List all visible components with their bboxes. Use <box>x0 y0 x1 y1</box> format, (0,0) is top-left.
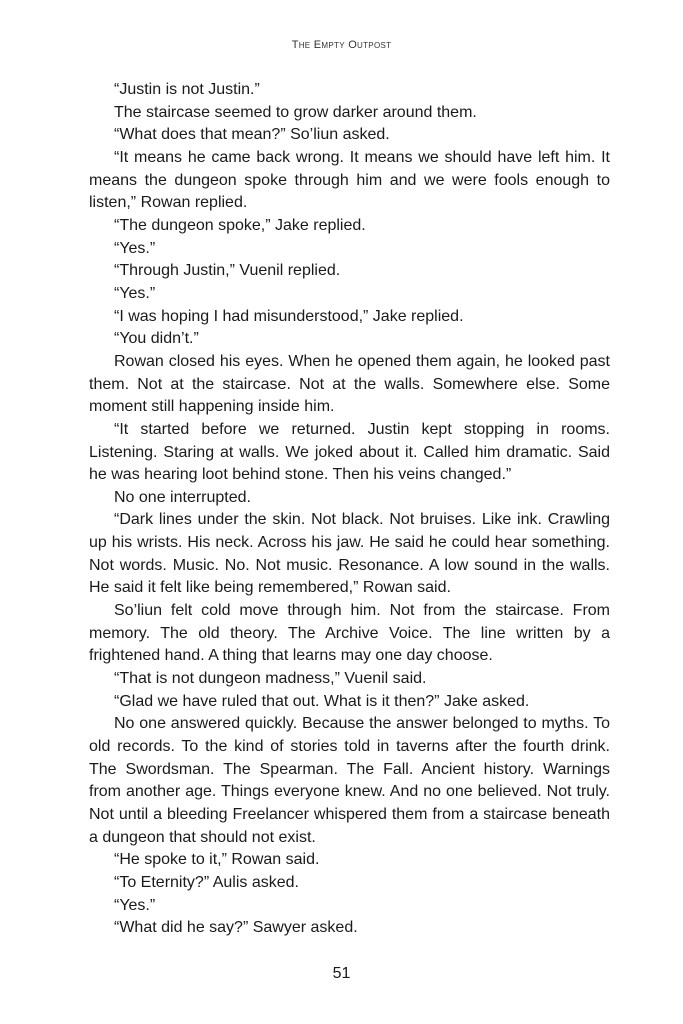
paragraph: No one interrupted. <box>114 488 251 506</box>
paragraph: “It means he came back wrong. It means we should have left him. It means the dungeon spoke through him and we were fools enough to listen,” Rowan replied. <box>89 148 610 212</box>
page-number: 51 <box>332 965 351 982</box>
paragraph: “The dungeon spoke,” Jake replied. <box>114 216 366 234</box>
paragraph: “Yes.” <box>114 284 156 302</box>
paragraph: “What does that mean?” So’liun asked. <box>114 126 390 144</box>
paragraph: “Justin is not Justin.” <box>114 81 260 98</box>
paragraph: “He spoke to it,” Rowan said. <box>114 851 320 869</box>
paragraph: “Through Justin,” Vuenil replied. <box>114 262 341 280</box>
paragraph: “Yes.” <box>114 239 156 257</box>
paragraph: The staircase seemed to grow darker around them. <box>114 103 477 121</box>
paragraph: “Dark lines under the skin. Not black. Not bruises. Like ink. Crawling up his wrists. His neck. Across his jaw. He said he could hear something. Not words. Music. No. Not music. Resonance. A low sound in the walls. He said it felt like being remembered,” Rowan said. <box>89 511 610 597</box>
paragraph: “Glad we have ruled that out. What is it then?” Jake asked. <box>114 692 530 710</box>
running-header: The Empty Outpost <box>291 39 392 51</box>
paragraph: “It started before we returned. Justin kept stopping in rooms. Listening. Staring at walls. We joked about it. Called him dramatic. Said he was hearing loot behind stone. Then his veins changed.” <box>89 420 610 484</box>
paragraph: So’liun felt cold move through him. Not from the staircase. From memory. The old theory. The Archive Voice. The line written by a frightened hand. A thing that learns may one day choose. <box>89 602 610 665</box>
paragraph: Rowan closed his eyes. When he opened them again, he looked past them. Not at the staircase. Not at the walls. Somewhere else. Some moment still happening inside him. <box>89 352 610 416</box>
body-text <box>89 79 610 940</box>
paragraph: “That is not dungeon madness,” Vuenil said. <box>114 670 427 688</box>
paragraph: “I was hoping I had misunderstood,” Jake replied. <box>114 307 464 325</box>
paragraph: “You didn’t.” <box>114 330 199 348</box>
paragraph: “Yes.” <box>114 896 156 914</box>
paragraph: “To Eternity?” Aulis asked. <box>114 873 299 891</box>
paragraph: “What did he say?” Sawyer asked. <box>114 919 358 937</box>
paragraph: No one answered quickly. Because the answer belonged to myths. To old records. To the kind of stories told in taverns after the fourth drink. The Swordsman. The Spearman. The Fall. Ancient history. Warnings from another age. Things everyone knew. And no one believed. Not truly. Not until a bleeding Freelancer whispered them from a staircase beneath a dungeon that should not exist. <box>89 715 610 846</box>
